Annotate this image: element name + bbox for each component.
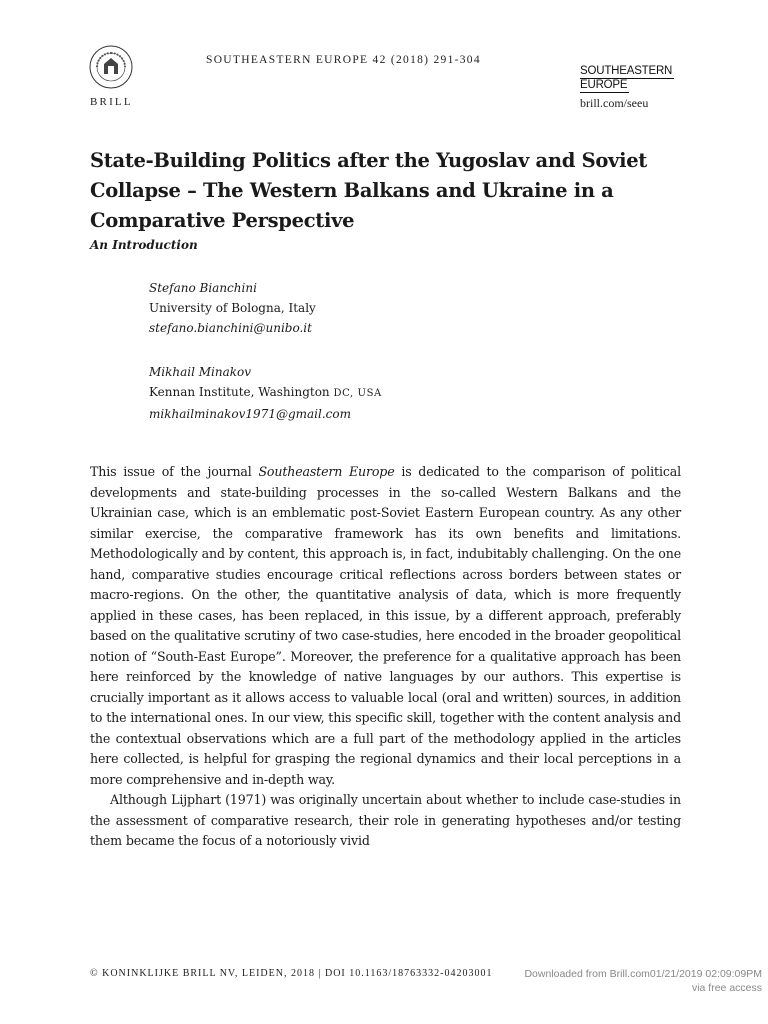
article-subtitle: An Introduction <box>90 238 198 252</box>
body-paragraph-2: Although Lijphart (1971) was originally uncertain about whether to include case-studies in the assessment of comparative research, their role in generating hypotheses and/or testing them became the focus of a notoriously vivid <box>90 792 681 848</box>
author-affiliation: Kennan Institute, Washington DC, USA <box>149 385 382 399</box>
body-paragraph-1: This issue of the journal Southeastern Europe is dedicated to the comparison of political developments and state-building processes in the so-called Western Balkans and the Ukrainian case, which is an emblematic post-Soviet Eastern European country. As any other similar exercise, the comparative framework has its own benefits and limitations. Methodologically and by content, this approach is, in fact, indubitably challenging. On the one hand, comparative studies encourage critical reflections across borders between states or macro-regions. On the other, the quantitative analysis of data, which is more frequently applied in these cases, has been replaced, in this issue, by a different approach, preferably based on the qualitative scrutiny of two case-studies, here encoded in the broader geopolitical notion of “South-East Europe”. Moreover, the preference for a qualitative approach has been here reinforced by the knowledge of native languages by our authors. This expertise is crucially important as it allows access to valuable local (oral and written) sources, in addition to the international ones. In our view, this specific skill, together with the content analysis and the contextual observations which are a full part of the methodology applied in the articles here collected, is helpful for grasping the regional dynamics and their local perceptions in a more comprehensive and in-depth way. <box>90 464 681 787</box>
article-title: State-Building Politics after the Yugoslav and Soviet Collapse – The Western Balkans and Ukraine in a Comparative Perspective <box>90 149 648 232</box>
journal-citation: SOUTHEASTERN EUROPE 42 (2018) 291-304 <box>206 54 481 66</box>
author-name: Mikhail Minakov <box>149 365 252 379</box>
journal-url: brill.com/seeu <box>580 96 649 110</box>
journal-name: Southeastern Europe <box>258 464 395 479</box>
author-email[interactable]: mikhailminakov1971@gmail.com <box>149 407 351 421</box>
download-line: Downloaded from Brill.com01/21/2019 02:09:09PM <box>524 968 762 980</box>
copyright-footer: © KONINKLIJKE BRILL NV, LEIDEN, 2018 | DOI 10.1163/18763332-04203001 <box>90 968 493 979</box>
download-watermark <box>482 967 762 995</box>
journal-logo <box>580 65 680 93</box>
publisher-name: BRILL <box>90 96 133 108</box>
journal-logo-line1: SOUTHEASTERN <box>580 65 673 77</box>
brill-seal-logo <box>88 44 134 90</box>
journal-logo-line2: EUROPE <box>580 79 628 91</box>
author-affiliation: University of Bologna, Italy <box>149 301 316 315</box>
author-block-1 <box>149 278 549 338</box>
article-body <box>90 462 681 852</box>
author-name: Stefano Bianchini <box>149 281 257 295</box>
author-email[interactable]: stefano.bianchini@unibo.it <box>149 321 312 335</box>
access-line: via free access <box>691 982 762 994</box>
author-block-2 <box>149 362 549 424</box>
